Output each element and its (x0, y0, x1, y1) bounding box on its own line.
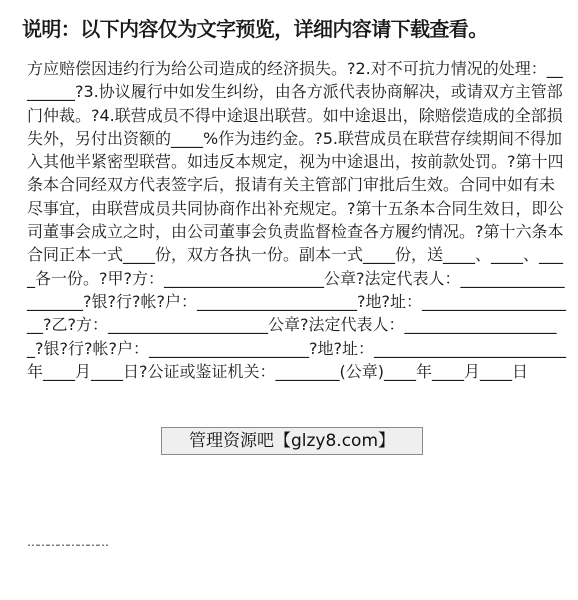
ellipsis-marker: …………………… (27, 535, 107, 549)
preview-notice: 说明：以下内容仅为文字预览，详细内容请下载查看。 (22, 17, 488, 41)
watermark-banner: 管理资源吧【glzy8.com】 (161, 427, 423, 455)
document-body-text: 方应赔偿因违约行为给公司造成的经济损失。?2.对不可抗力情况的处理：________?3.协议履行中如发生纠纷，由各方派代表协商解决，或请双方主管部门仲裁。?4.联营成员不得中途退出联营。如中途退出，除赔偿造成的全部损失外，另付出资额的____%作为违约金。?5.联营成员在联营存续期间不得加入其他半紧密型联营。如违反本规定，视为中途退出，按前款处罚。?第十四条本合同经双方代表签字后，报请有关主管部门审批后生效。合同中如有未尽事宜，由联营成员共同协商作出补充规定。?第十五条本合同生效日，即公司董事会成立之时，由公司董事会负责监督检查各方履约情况。?第十六条本合同正本一式____份，双方各执一份。副本一式____份，送____、____、____各一份。?甲?方：____________________公章?法定代表人：____________________?银?行?帐?户：____________________?地?址：____________________?乙?方：____________________公章?法定代表人：____________________?银?行?帐?户：____________________?地?址：________________________年____月____日?公证或鉴证机关：________(公章)____年____月____日 (27, 59, 566, 381)
